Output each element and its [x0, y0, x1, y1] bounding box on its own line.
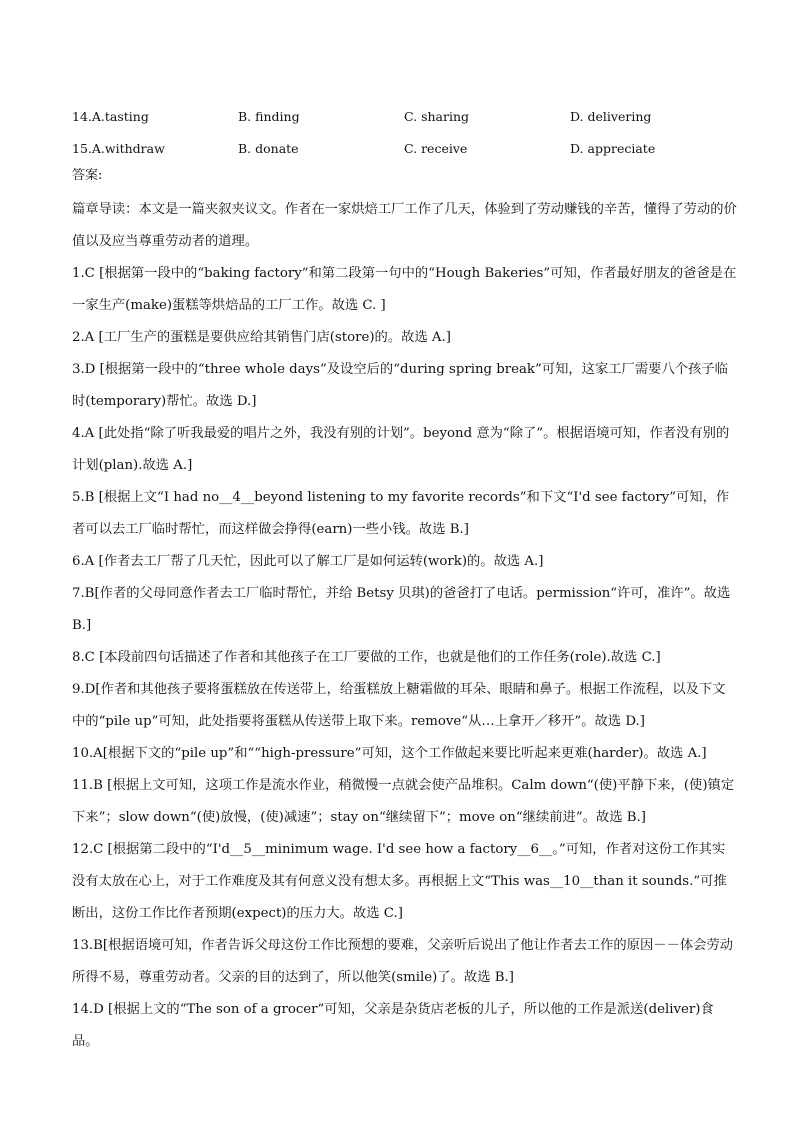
answer-item: 11.B [根据上文可知，这项工作是流水作业，稍微慢一点就会使产品堆积。Calm down“(使)平静下来，(使)镇定下来”；slow down“(使)放慢，(使)减速”；stay on“继续留下”；move on“继续前进”。故选 B.] — [72, 778, 735, 825]
answer-item: 1.C [根据第一段中的“baking factory”和第二段第一句中的“Hough Bakeries”可知，作者最好朋友的爸爸是在一家生产(make)蛋糕等烘焙品的工厂工作。故选 C. ] — [72, 266, 737, 313]
option-c: C. sharing — [404, 108, 470, 124]
answer-item: 13.B[根据语境可知，作者告诉父母这份工作比预想的要难，父亲听后说出了他让作者去工作的原因－－体会劳动所得不易，尊重劳动者。父亲的目的达到了，所以他笑(smile)了。故选 B.] — [72, 938, 734, 985]
option-b: B. finding — [238, 108, 300, 124]
answer-item: 2.A [工厂生产的蛋糕是要供应给其销售门店(store)的。故选 A.] — [72, 330, 451, 345]
passage-guide: 篇章导读：本文是一篇夹叙夹议文。作者在一家烘焙工厂工作了几天，体验到了劳动赚钱的辛苦，懂得了劳动的价值以及应当尊重劳动者的道理。 — [72, 202, 737, 249]
answer-body — [72, 194, 738, 1058]
option-b: B. donate — [238, 140, 299, 156]
option-a: 15.A.withdraw — [72, 140, 165, 156]
option-d: D. appreciate — [570, 140, 656, 156]
answer-item: 8.C [本段前四句话描述了作者和其他孩子在工厂要做的工作，也就是他们的工作任务(role).故选 C.] — [72, 650, 661, 665]
answer-label: 答案: — [72, 168, 103, 183]
answer-item: 4.A [此处指“除了听我最爱的唱片之外，我没有别的计划”。beyond 意为“除了”。根据语境可知，作者没有别的计划(plan).故选 A.] — [72, 426, 730, 473]
option-c: C. receive — [404, 140, 468, 156]
option-row — [72, 132, 732, 164]
answer-item: 10.A[根据下文的“pile up”和““high-pressure”可知，这个工作做起来要比听起来更难(harder)。故选 A.] — [72, 746, 707, 761]
options-block — [72, 100, 732, 164]
option-row — [72, 100, 732, 132]
answer-item: 7.B[作者的父母同意作者去工厂临时帮忙，并给 Betsy 贝琪)的爸爸打了电话。permission“许可，准许”。故选 B.] — [72, 586, 731, 633]
answer-item: 12.C [根据第二段中的“I'd__5__minimum wage. I'd see how a factory__6__。”可知，作者对这份工作其实没有太放在心上，对于工作难度及其有何意义没有想太多。再根据上文“This was__10__than it sounds.”可推断出，这份工作比作者预期(expect)的压力大。故选 C.] — [72, 842, 727, 921]
answer-item: 3.D [根据第一段中的“three whole days”及设空后的“during spring break”可知，这家工厂需要八个孩子临时(temporary)帮忙。故选 D.] — [72, 362, 728, 409]
answer-item: 9.D[作者和其他孩子要将蛋糕放在传送带上，给蛋糕放上糖霜做的耳朵、眼睛和鼻子。根据工作流程，以及下文中的“pile up”可知，此处指要将蛋糕从传送带上取下来。remove“从…上拿开／移开”。故选 D.] — [72, 682, 726, 729]
option-d: D. delivering — [570, 108, 652, 124]
answer-item: 14.D [根据上文的“The son of a grocer”可知，父亲是杂货店老板的儿子，所以他的工作是派送(deliver)食品。 — [72, 1002, 714, 1049]
option-a: 14.A.tasting — [72, 108, 149, 124]
answer-item: 5.B [根据上文“I had no__4__beyond listening to my favorite records”和下文“I'd see factory”可知，作者可以去工厂临时帮忙，而这样做会挣得(earn)一些小钱。故选 B.] — [72, 490, 730, 537]
answer-item: 6.A [作者去工厂帮了几天忙，因此可以了解工厂是如何运转(work)的。故选 A.] — [72, 554, 544, 569]
